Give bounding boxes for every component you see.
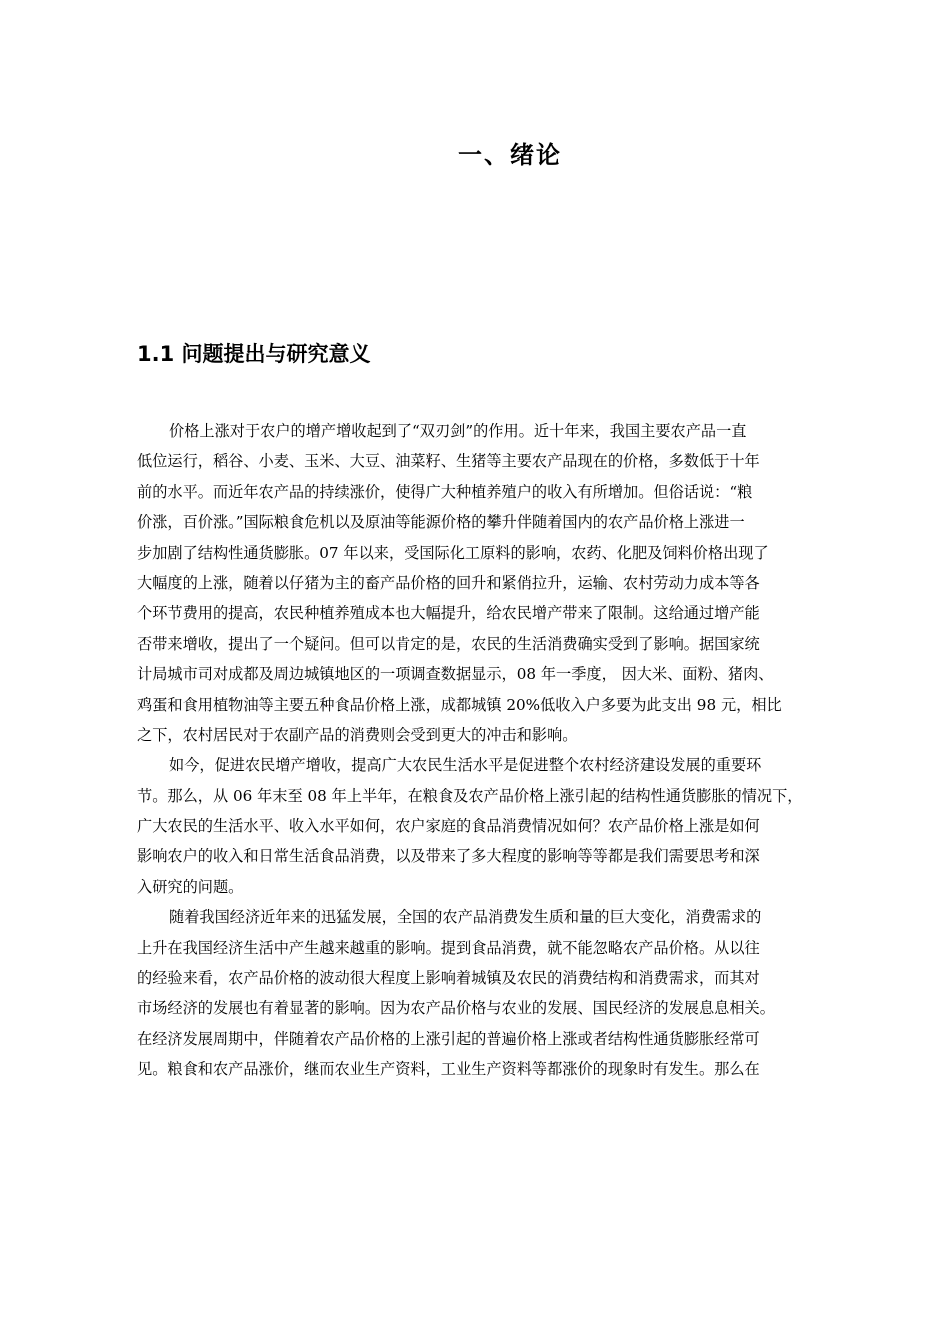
paragraph-line: 在经济发展周期中，伴随着农产品价格的上涨引起的普遍价格上涨或者结构性通货膨胀经常可 <box>137 1029 760 1048</box>
body-text <box>137 416 845 1085</box>
paragraph-line: 的经验来看，农产品价格的波动很大程度上影响着城镇及农民的消费结构和消费需求，而其对 <box>137 969 760 988</box>
paragraph-line: 之下，农村居民对于农副产品的消费则会受到更大的冲击和影响。 <box>137 725 578 744</box>
paragraph-line: 大幅度的上涨，随着以仔猪为主的畜产品价格的回升和紧俏拉升，运输、农村劳动力成本等各 <box>137 573 760 592</box>
paragraph-line: 如今，促进农民增产增收，提高广大农民生活水平是促进整个农村经济建设发展的重要环 <box>169 756 762 775</box>
paragraph-line: 广大农民的生活水平、收入水平如何，农户家庭的食品消费情况如何？农产品价格上涨是如何 <box>137 817 760 836</box>
paragraph-line: 见。粮食和农产品涨价，继而农业生产资料，工业生产资料等都涨价的现象时有发生。那么在 <box>137 1060 760 1079</box>
paragraph-line: 鸡蛋和食用植物油等主要五种食品价格上涨，成都城镇 20%低收入户多要为此支出 98 元，相比 <box>137 695 782 714</box>
paragraph-line: 上升在我国经济生活中产生越来越重的影响。提到食品消费，就不能忽略农产品价格。从以往 <box>137 938 760 957</box>
paragraph-line: 节。那么，从 06 年末至 08 年上半年，在粮食及农产品价格上涨引起的结构性通货膨胀的情况下， <box>137 786 803 805</box>
paragraph-line: 市场经济的发展也有着显著的影响。因为农产品价格与农业的发展、国民经济的发展息息相关。 <box>137 999 775 1018</box>
paragraph-line: 个环节费用的提高，农民种植养殖成本也大幅提升，给农民增产带来了限制。这给通过增产能 <box>137 604 760 623</box>
chapter-title: 一、绪论 <box>458 141 562 169</box>
section-title: 1.1 问题提出与研究意义 <box>137 342 371 366</box>
paragraph-line: 否带来增收，提出了一个疑问。但可以肯定的是，农民的生活消费确实受到了影响。据国家统 <box>137 634 760 653</box>
paragraph-line: 随着我国经济近年来的迅猛发展，全国的农产品消费发生质和量的巨大变化，消费需求的 <box>169 908 762 927</box>
paragraph-line: 前的水平。而近年农产品的持续涨价，使得广大种植养殖户的收入有所增加。但俗话说：“粮 <box>137 482 753 501</box>
paragraph-line: 价涨，百价涨。”国际粮食危机以及原油等能源价格的攀升伴随着国内的农产品价格上涨进一 <box>137 513 745 532</box>
paragraph-line: 低位运行，稻谷、小麦、玉米、大豆、油菜籽、生猪等主要农产品现在的价格，多数低于十年 <box>137 452 760 471</box>
paragraph-line: 影响农户的收入和日常生活食品消费，以及带来了多大程度的影响等等都是我们需要思考和深 <box>137 847 760 866</box>
paragraph-line: 入研究的问题。 <box>137 877 244 896</box>
paragraph-line: 计局城市司对成都及周边城镇地区的一项调查数据显示，08 年一季度， 因大米、面粉、猪肉、 <box>137 665 774 684</box>
paragraph-line: 价格上涨对于农户的增产增收起到了“双刃剑”的作用。近十年来，我国主要农产品一直 <box>169 422 747 440</box>
paragraph-line: 步加剧了结构性通货膨胀。07 年以来，受国际化工原料的影响，农药、化肥及饲料价格出现了 <box>137 543 769 562</box>
